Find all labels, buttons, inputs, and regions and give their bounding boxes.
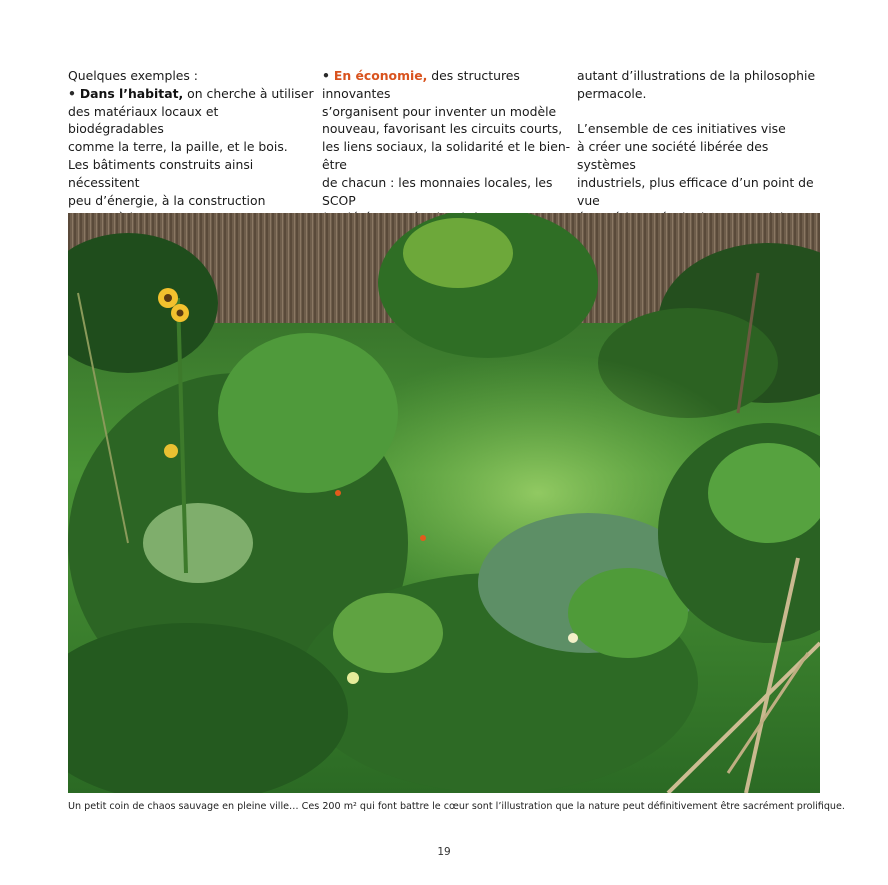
economy-heading: En économie, <box>333 68 428 83</box>
habitat-line-4: Les bâtiments construits ainsi nécessitent <box>68 156 254 190</box>
garden-illustration <box>68 213 820 793</box>
habitat-line-5: peu d’énergie, à la construction <box>68 192 266 208</box>
paragraph-gap <box>577 103 827 121</box>
nasturtium-1 <box>335 490 341 496</box>
sunflower-3 <box>164 444 178 458</box>
habitat-line-1: on cherche à utiliser <box>183 85 314 101</box>
photo-caption: Un petit coin de chaos sauvage en pleine ville… Ces 200 m² qui font battre le cœur sont l’illustration que la nature peut définitivement être sacrément prolifique. <box>68 801 845 812</box>
conclusion-line-2: à créer une société libérée des systèmes <box>577 139 769 172</box>
habitat-heading: Dans l’habitat, <box>79 85 184 101</box>
habitat-line-3: comme la terre, la paille, et le bois. <box>68 139 288 155</box>
economy-line-5: de chacun : les monnaies locales, les SCOP <box>322 174 553 208</box>
text-column-1 <box>68 67 318 227</box>
plants-left-light <box>218 333 398 493</box>
page-number: 19 <box>437 846 451 858</box>
flower-pale <box>347 672 359 684</box>
conclusion-line-1: L’ensemble de ces initiatives vise <box>577 121 786 137</box>
continuation-line-2: permacole. <box>577 85 647 101</box>
text-column-3 <box>577 67 827 227</box>
habitat-paragraph <box>68 85 318 103</box>
economy-line-2: s’organisent pour inventer un modèle <box>322 103 557 119</box>
economy-line-1: des structures innovantes <box>322 68 520 101</box>
economy-paragraph <box>322 67 572 103</box>
conclusion-line-3: industriels, plus efficace d’un point de vue <box>577 174 814 208</box>
continuation-line-1: autant d’illustrations de la philosophie <box>577 68 816 83</box>
plants-left-pale <box>143 503 253 583</box>
nasturtium-2 <box>420 535 426 541</box>
squash-left <box>333 593 443 673</box>
intro-text: Quelques exemples : <box>68 68 198 83</box>
bullet-icon: • <box>322 68 330 83</box>
economy-line-3: nouveau, favorisant les circuits courts, <box>322 121 563 137</box>
bullet-icon: • <box>68 85 76 101</box>
shrub-back-center-light <box>403 218 513 288</box>
habitat-line-2: des matériaux locaux et biodégradables <box>68 103 219 137</box>
flower-white <box>568 633 578 643</box>
economy-line-4: les liens sociaux, la solidarité et le bien-être <box>322 139 571 172</box>
garden-photo <box>68 213 820 793</box>
